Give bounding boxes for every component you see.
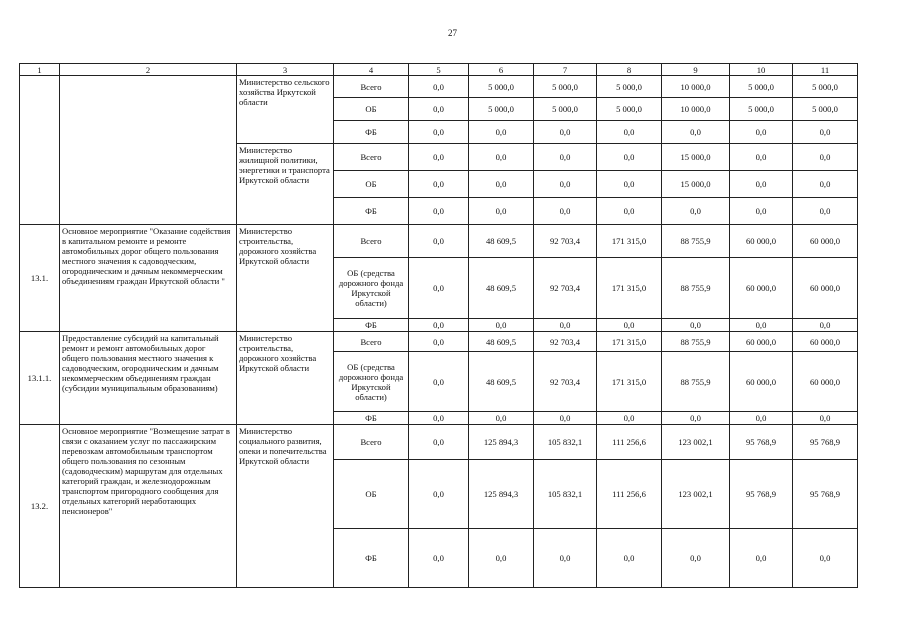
amount-cell: 0,0 bbox=[409, 460, 469, 529]
amount-cell: 0,0 bbox=[409, 225, 469, 258]
amount-cell: 60 000,0 bbox=[730, 352, 793, 412]
amount-cell: 0,0 bbox=[409, 425, 469, 460]
amount-cell: 0,0 bbox=[597, 529, 662, 588]
amount-cell: 0,0 bbox=[793, 171, 858, 198]
funding-source: Всего bbox=[334, 332, 409, 352]
amount-cell: 5 000,0 bbox=[730, 76, 793, 98]
executor: Министерство социального развития, опеки и попечительства Иркутской области bbox=[237, 425, 334, 588]
amount-cell: 0,0 bbox=[409, 144, 469, 171]
amount-cell: 60 000,0 bbox=[730, 225, 793, 258]
amount-cell: 60 000,0 bbox=[793, 258, 858, 319]
amount-cell: 0,0 bbox=[662, 412, 730, 425]
amount-cell: 123 002,1 bbox=[662, 425, 730, 460]
amount-cell: 0,0 bbox=[730, 121, 793, 144]
amount-cell: 0,0 bbox=[409, 332, 469, 352]
amount-cell: 105 832,1 bbox=[534, 425, 597, 460]
amount-cell: 10 000,0 bbox=[662, 98, 730, 121]
funding-source: ОБ bbox=[334, 460, 409, 529]
table-row bbox=[20, 76, 858, 98]
amount-cell: 125 894,3 bbox=[469, 425, 534, 460]
amount-cell: 92 703,4 bbox=[534, 258, 597, 319]
amount-cell: 0,0 bbox=[469, 144, 534, 171]
header-cell: 1 bbox=[20, 64, 60, 76]
amount-cell: 48 609,5 bbox=[469, 258, 534, 319]
header-cell: 10 bbox=[730, 64, 793, 76]
amount-cell: 95 768,9 bbox=[793, 460, 858, 529]
amount-cell: 0,0 bbox=[409, 76, 469, 98]
amount-cell: 60 000,0 bbox=[793, 332, 858, 352]
header-cell: 6 bbox=[469, 64, 534, 76]
amount-cell: 92 703,4 bbox=[534, 332, 597, 352]
amount-cell: 0,0 bbox=[730, 198, 793, 225]
activity-number bbox=[20, 76, 60, 225]
amount-cell: 0,0 bbox=[534, 319, 597, 332]
amount-cell: 0,0 bbox=[534, 529, 597, 588]
amount-cell: 0,0 bbox=[793, 319, 858, 332]
amount-cell: 125 894,3 bbox=[469, 460, 534, 529]
amount-cell: 5 000,0 bbox=[469, 76, 534, 98]
amount-cell: 5 000,0 bbox=[534, 76, 597, 98]
amount-cell: 15 000,0 bbox=[662, 144, 730, 171]
amount-cell: 0,0 bbox=[597, 121, 662, 144]
header-cell: 4 bbox=[334, 64, 409, 76]
amount-cell: 0,0 bbox=[409, 258, 469, 319]
funding-source: Всего bbox=[334, 225, 409, 258]
amount-cell: 0,0 bbox=[409, 121, 469, 144]
amount-cell: 171 315,0 bbox=[597, 225, 662, 258]
amount-cell: 5 000,0 bbox=[597, 98, 662, 121]
amount-cell: 0,0 bbox=[662, 319, 730, 332]
amount-cell: 0,0 bbox=[534, 121, 597, 144]
amount-cell: 0,0 bbox=[793, 198, 858, 225]
amount-cell: 0,0 bbox=[793, 529, 858, 588]
activity-number: 13.1. bbox=[20, 225, 60, 332]
amount-cell: 0,0 bbox=[597, 412, 662, 425]
table-row bbox=[20, 332, 858, 352]
amount-cell: 0,0 bbox=[730, 144, 793, 171]
amount-cell: 0,0 bbox=[409, 198, 469, 225]
executor: Министерство строительства, дорожного хозяйства Иркутской области bbox=[237, 225, 334, 332]
amount-cell: 0,0 bbox=[534, 144, 597, 171]
amount-cell: 0,0 bbox=[469, 529, 534, 588]
amount-cell: 0,0 bbox=[662, 198, 730, 225]
amount-cell: 111 256,6 bbox=[597, 460, 662, 529]
amount-cell: 0,0 bbox=[409, 171, 469, 198]
amount-cell: 60 000,0 bbox=[793, 225, 858, 258]
amount-cell: 0,0 bbox=[469, 121, 534, 144]
amount-cell: 0,0 bbox=[793, 144, 858, 171]
amount-cell: 5 000,0 bbox=[793, 76, 858, 98]
funding-source: ОБ bbox=[334, 98, 409, 121]
amount-cell: 0,0 bbox=[662, 121, 730, 144]
header-cell: 9 bbox=[662, 64, 730, 76]
amount-cell: 5 000,0 bbox=[469, 98, 534, 121]
activity-name: Предоставление субсидий на капитальный ремонт и ремонт автомобильных дорог общего пользования местного значения к садоводческим, огородническим и дачным некоммерческим объединениям граждан (субсидии муниципальным образованиям) bbox=[60, 332, 237, 425]
amount-cell: 48 609,5 bbox=[469, 352, 534, 412]
table-row bbox=[20, 225, 858, 258]
amount-cell: 15 000,0 bbox=[662, 171, 730, 198]
amount-cell: 95 768,9 bbox=[730, 425, 793, 460]
amount-cell: 0,0 bbox=[793, 121, 858, 144]
amount-cell: 105 832,1 bbox=[534, 460, 597, 529]
amount-cell: 0,0 bbox=[409, 319, 469, 332]
header-cell: 7 bbox=[534, 64, 597, 76]
amount-cell: 60 000,0 bbox=[730, 332, 793, 352]
amount-cell: 5 000,0 bbox=[534, 98, 597, 121]
amount-cell: 171 315,0 bbox=[597, 332, 662, 352]
header-cell: 5 bbox=[409, 64, 469, 76]
amount-cell: 95 768,9 bbox=[793, 425, 858, 460]
header-cell: 2 bbox=[60, 64, 237, 76]
header-row bbox=[20, 64, 858, 76]
amount-cell: 0,0 bbox=[469, 319, 534, 332]
amount-cell: 92 703,4 bbox=[534, 352, 597, 412]
header-cell: 11 bbox=[793, 64, 858, 76]
funding-source: ФБ bbox=[334, 412, 409, 425]
amount-cell: 0,0 bbox=[534, 198, 597, 225]
amount-cell: 0,0 bbox=[793, 412, 858, 425]
amount-cell: 88 755,9 bbox=[662, 258, 730, 319]
amount-cell: 171 315,0 bbox=[597, 258, 662, 319]
amount-cell: 0,0 bbox=[730, 529, 793, 588]
amount-cell: 111 256,6 bbox=[597, 425, 662, 460]
activity-name: Основное мероприятие "Оказание содействия в капитальном ремонте и ремонте автомобильных дорог общего пользования местного значения к садоводческим, огородническим и дачным некоммерческим объединениям граждан Иркутской области " bbox=[60, 225, 237, 332]
amount-cell: 0,0 bbox=[409, 98, 469, 121]
amount-cell: 88 755,9 bbox=[662, 225, 730, 258]
amount-cell: 92 703,4 bbox=[534, 225, 597, 258]
activity-number: 13.2. bbox=[20, 425, 60, 588]
amount-cell: 123 002,1 bbox=[662, 460, 730, 529]
funding-source: Всего bbox=[334, 425, 409, 460]
amount-cell: 95 768,9 bbox=[730, 460, 793, 529]
amount-cell: 0,0 bbox=[730, 412, 793, 425]
budget-table bbox=[19, 63, 858, 588]
amount-cell: 88 755,9 bbox=[662, 332, 730, 352]
amount-cell: 0,0 bbox=[597, 171, 662, 198]
page-number: 27 bbox=[448, 28, 457, 38]
amount-cell: 0,0 bbox=[730, 171, 793, 198]
header-cell: 3 bbox=[237, 64, 334, 76]
amount-cell: 171 315,0 bbox=[597, 352, 662, 412]
executor: Министерство строительства, дорожного хозяйства Иркутской области bbox=[237, 332, 334, 425]
amount-cell: 0,0 bbox=[597, 319, 662, 332]
funding-source: ФБ bbox=[334, 529, 409, 588]
amount-cell: 0,0 bbox=[597, 144, 662, 171]
amount-cell: 0,0 bbox=[409, 412, 469, 425]
funding-source: Всего bbox=[334, 76, 409, 98]
activity-name bbox=[60, 76, 237, 225]
funding-source: ФБ bbox=[334, 198, 409, 225]
amount-cell: 60 000,0 bbox=[730, 258, 793, 319]
amount-cell: 48 609,5 bbox=[469, 332, 534, 352]
amount-cell: 5 000,0 bbox=[793, 98, 858, 121]
executor: Министерство сельского хозяйства Иркутской области bbox=[237, 76, 334, 144]
funding-source: ОБ bbox=[334, 171, 409, 198]
amount-cell: 0,0 bbox=[469, 198, 534, 225]
amount-cell: 0,0 bbox=[730, 319, 793, 332]
amount-cell: 0,0 bbox=[469, 171, 534, 198]
amount-cell: 60 000,0 bbox=[793, 352, 858, 412]
amount-cell: 10 000,0 bbox=[662, 76, 730, 98]
amount-cell: 0,0 bbox=[597, 198, 662, 225]
amount-cell: 88 755,9 bbox=[662, 352, 730, 412]
amount-cell: 0,0 bbox=[409, 529, 469, 588]
amount-cell: 0,0 bbox=[534, 171, 597, 198]
amount-cell: 0,0 bbox=[469, 412, 534, 425]
funding-source: ФБ bbox=[334, 319, 409, 332]
funding-source: ОБ (средства дорожного фонда Иркутской области) bbox=[334, 258, 409, 319]
amount-cell: 5 000,0 bbox=[730, 98, 793, 121]
funding-source: Всего bbox=[334, 144, 409, 171]
funding-source: ФБ bbox=[334, 121, 409, 144]
executor: Министерство жилищной политики, энергетики и транспорта Иркутской области bbox=[237, 144, 334, 225]
amount-cell: 48 609,5 bbox=[469, 225, 534, 258]
activity-name: Основное мероприятие "Возмещение затрат в связи с оказанием услуг по пассажирским перевозкам автомобильным транспортом общего пользования по сезонным (садоводческим) маршрутам для отдельных категорий граждан, и железнодорожным транспортом пригородного сообщения для отдельных категорий неработающих пенсионеров" bbox=[60, 425, 237, 588]
amount-cell: 5 000,0 bbox=[597, 76, 662, 98]
amount-cell: 0,0 bbox=[409, 352, 469, 412]
header-cell: 8 bbox=[597, 64, 662, 76]
activity-number: 13.1.1. bbox=[20, 332, 60, 425]
table-row bbox=[20, 425, 858, 460]
funding-source: ОБ (средства дорожного фонда Иркутской области) bbox=[334, 352, 409, 412]
amount-cell: 0,0 bbox=[662, 529, 730, 588]
amount-cell: 0,0 bbox=[534, 412, 597, 425]
